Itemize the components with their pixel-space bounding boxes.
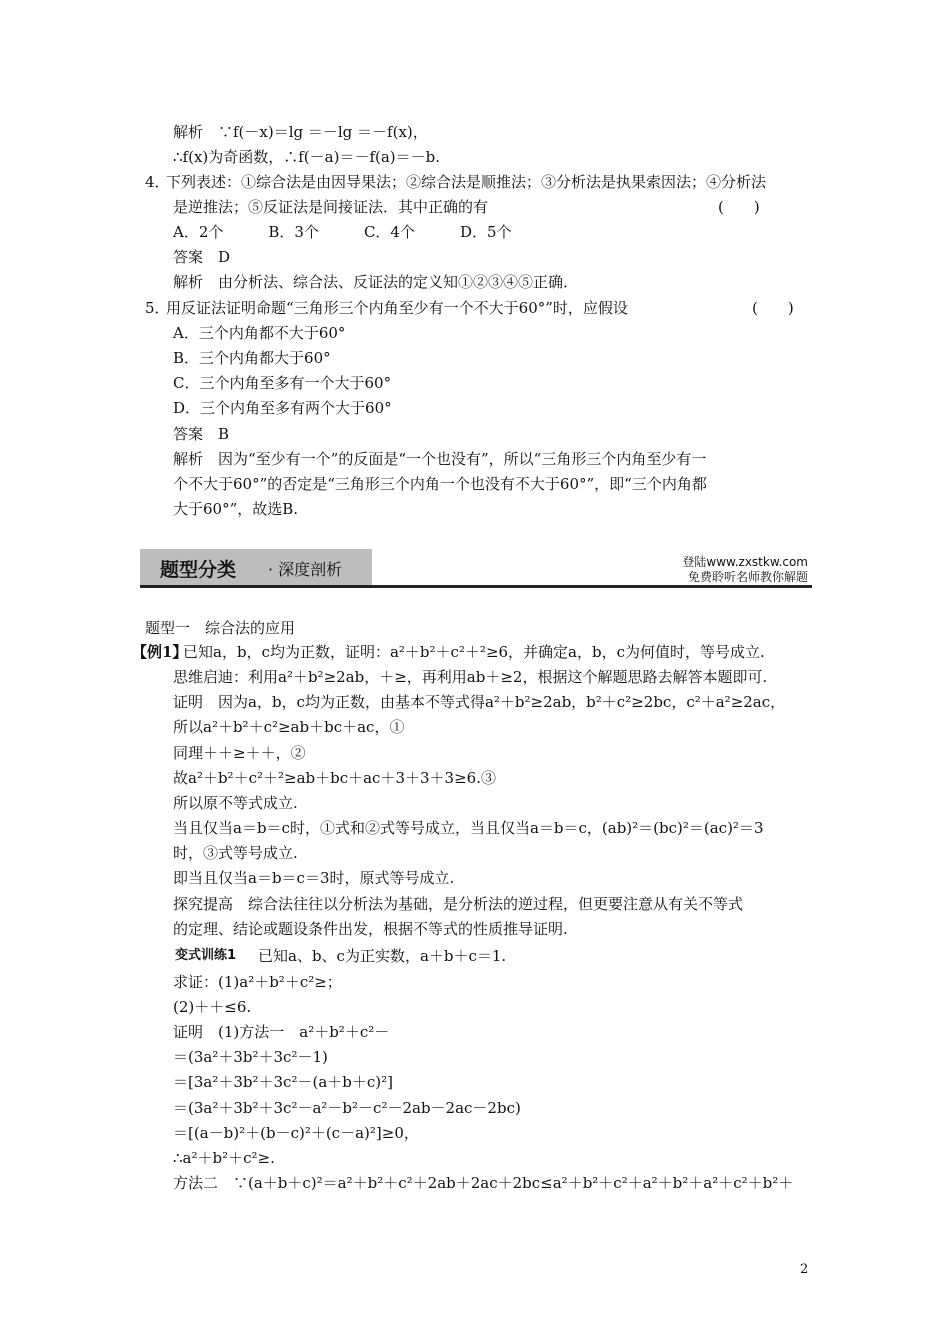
variant-line-1: 求证：(1)a²＋b²＋c²≥； bbox=[173, 973, 342, 991]
solution-line-4: 同理＋＋≥＋＋，② bbox=[173, 744, 306, 762]
variant-line-8: ∴a²＋b²＋c²≥. bbox=[173, 1149, 275, 1167]
variant-line-4: ＝(3a²＋3b²＋3c²－1) bbox=[173, 1048, 328, 1066]
solution-line-5: 故a²＋b²＋c²＋²≥ab＋bc＋ac＋3＋3＋3≥6.③ bbox=[173, 769, 496, 787]
question-4-answer: 答案 D bbox=[173, 248, 231, 266]
question-5-text: 用反证法证明命题“三角形三个内角至少有一个不大于60°”时，应假设 bbox=[166, 299, 628, 317]
page-number: 2 bbox=[800, 1262, 809, 1277]
insight-line-1: 探究提高 综合法往往以分析法为基础，是分析法的逆过程，但更要注意从有关不等式 bbox=[173, 895, 744, 913]
question-5-number: 5． bbox=[145, 299, 170, 317]
variant-training-tag: 变式训练1 bbox=[175, 948, 237, 963]
example-1-text: 已知a，b，c均为正数，证明：a²＋b²＋c²＋²≥6，并确定a，b，c为何值时，等号成立. bbox=[183, 643, 765, 661]
variant-training-text: 已知a、b、c为正实数，a＋b＋c＝1. bbox=[258, 947, 507, 965]
line-conclusion-1: ∴f(x)为奇函数，∴f(－a)＝－f(a)＝－b. bbox=[173, 148, 441, 166]
section-banner bbox=[140, 545, 812, 589]
banner-divider bbox=[140, 585, 812, 588]
variant-line-5: ＝[3a²＋3b²＋3c²－(a＋b＋c)²] bbox=[173, 1073, 393, 1091]
question-4-number: 4． bbox=[145, 173, 170, 191]
question-4-explanation: 解析 由分析法、综合法、反证法的定义知①②③④⑤正确． bbox=[173, 273, 579, 291]
banner-website-link[interactable]: 登陆www.zxstkw.com bbox=[682, 555, 808, 569]
banner-slogan: 免费聆听名师教你解题 bbox=[687, 570, 808, 584]
question-4-text-a: 下列表述：①综合法是由因导果法；②综合法是顺推法；③分析法是执果索因法；④分析法 bbox=[166, 173, 767, 191]
question-4-text-b: 是逆推法；⑤反证法是间接证法．其中正确的有 bbox=[173, 198, 489, 216]
variant-line-3: 证明 (1)方法一 a²＋b²＋c²－ bbox=[173, 1023, 390, 1041]
banner-title: 题型分类 bbox=[160, 559, 237, 581]
line-analysis-1: 解析 ∵f(－x)＝lg ＝－lg ＝－f(x)， bbox=[173, 123, 428, 141]
question-5-option-b: B．三个内角都大于60° bbox=[173, 349, 331, 367]
solution-line-3: 所以a²＋b²＋c²≥ab＋bc＋ac，① bbox=[173, 718, 405, 736]
question-5-answer: 答案 B bbox=[173, 425, 230, 443]
banner-subtitle: · 深度剖析 bbox=[268, 560, 343, 579]
variant-line-7: ＝[(a－b)²＋(b－c)²＋(c－a)²]≥0， bbox=[173, 1124, 419, 1142]
variant-line-9: 方法二 ∵(a＋b＋c)²＝a²＋b²＋c²＋2ab＋2ac＋2bc≤a²＋b²＋c²＋a²＋b²＋a²＋c²＋b²＋ bbox=[173, 1174, 794, 1192]
solution-line-8: 时，③式等号成立. bbox=[173, 844, 298, 862]
question-5-option-d: D．三个内角至多有两个大于60° bbox=[173, 399, 392, 417]
question-4-answer-paren: ( ) bbox=[718, 198, 760, 216]
solution-line-1: 思维启迪：利用a²＋b²≥2ab，＋≥，再利用ab＋≥2，根据这个解题思路去解答本题即可. bbox=[173, 668, 768, 686]
insight-line-2: 的定理、结论或题设条件出发，根据不等式的性质推导证明. bbox=[173, 920, 568, 938]
solution-line-2: 证明 因为a，b，c均为正数，由基本不等式得a²＋b²≥2ab，b²＋c²≥2bc，c²＋a²≥2ac， bbox=[173, 693, 786, 711]
topic-1-heading: 题型一 综合法的应用 bbox=[145, 619, 296, 637]
question-4-options: A．2个 B．3个 C．4个 D．5个 bbox=[173, 223, 512, 241]
solution-line-7: 当且仅当a＝b＝c时，①式和②式等号成立，当且仅当a＝b＝c，(ab)²＝(bc)²＝(ac)²＝3 bbox=[173, 819, 764, 837]
question-5-explanation-2: 个不大于60°”的否定是“三角形三个内角一个也没有不大于60°”，即“三个内角都 bbox=[173, 475, 707, 493]
question-5-explanation-3: 大于60°”，故选B. bbox=[173, 500, 299, 518]
question-5-answer-paren: ( ) bbox=[752, 299, 794, 317]
solution-line-9: 即当且仅当a＝b＝c＝3时，原式等号成立. bbox=[173, 869, 455, 887]
question-5-option-a: A．三个内角都不大于60° bbox=[173, 324, 346, 342]
solution-line-6: 所以原不等式成立. bbox=[173, 794, 298, 812]
example-1-tag: 【例1】 bbox=[132, 643, 188, 661]
variant-line-6: ＝(3a²＋3b²＋3c²－a²－b²－c²－2ab－2ac－2bc) bbox=[173, 1099, 521, 1117]
question-5-explanation-1: 解析 因为“至少有一个”的反面是“一个也没有”，所以“三角形三个内角至少有一 bbox=[173, 450, 707, 468]
variant-line-2: (2)＋＋≤6. bbox=[173, 998, 252, 1016]
question-5-option-c: C．三个内角至多有一个大于60° bbox=[173, 374, 392, 392]
